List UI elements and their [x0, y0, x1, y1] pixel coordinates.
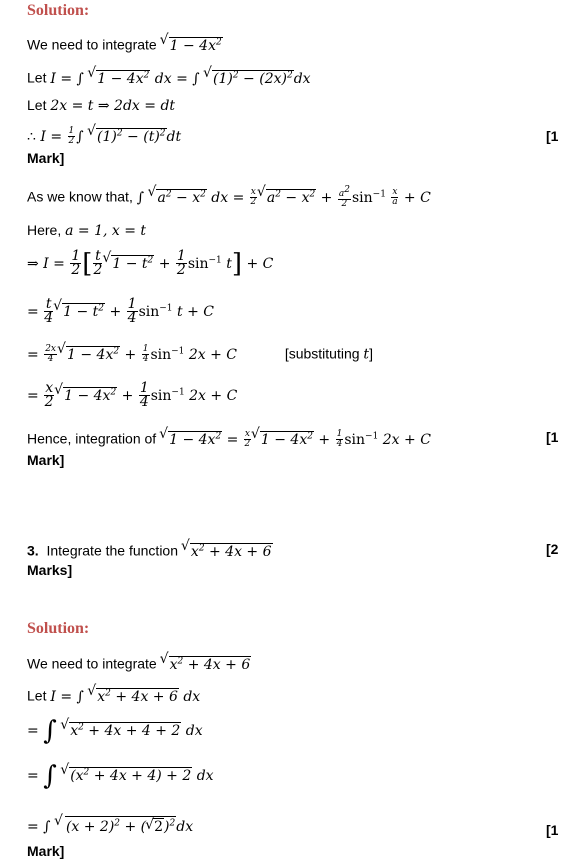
step-need-integrate: We need to integrate √ $x^2 + 4x + 6$ — [27, 652, 251, 674]
step-complete-square-2: = ∫ √ $(x^2 + 4x + 4) + 2$ dx — [27, 763, 214, 785]
step-substitute: = $\frac{2x}{4}$ √ $1 - 4x^2$ + $\frac{1}{4}$ $\sin^{-1} 2x + C$ [substituting t] — [27, 342, 373, 364]
question-3: 3. Integrate the function √ $x^2 + 4x + 6$ — [27, 539, 273, 561]
step-t-over-4: = $\frac{t}{4}$ √ $1 - t^2$ + $\frac{1}{4}$ $\sin^{-1} t + C$ — [27, 298, 214, 325]
marks-bracket: [1 — [546, 822, 559, 838]
solution-heading: Solution: — [27, 620, 90, 637]
marks-bracket-close: Mark] — [27, 843, 65, 859]
step-x-over-2: = $\frac{x}{2}$ √ $1 - 4x^2$ + $\frac{1}{4}$ $\sin^{-1} 2x + C$ — [27, 382, 237, 409]
solution-heading: Solution: — [27, 2, 90, 19]
marks-bracket: [2 — [546, 541, 559, 557]
marks-bracket-close: Marks] — [27, 562, 73, 578]
step-therefore: ∴ I = $\frac{1}{2}$ ∫ √ $(1)^2 - (t)^2dt$ — [27, 124, 181, 146]
step-implies-i: ⇒ I = $\frac{1}{2}$ [ $\frac{t}{2}$ √ $1 - t^2$ + $\frac{1}{2}$ $\sin^{-1} t] + C$ — [27, 250, 273, 277]
step-let-2x: Let 2x = t ⇒ 2dx = dt — [27, 97, 176, 114]
step-need-integrate: We need to integrate √ $1 - 4x^2$ — [27, 33, 223, 55]
marks-bracket-close: Mark] — [27, 150, 65, 166]
marks-bracket: [1 — [546, 128, 559, 144]
step-hence: Hence, integration of √ $1 - 4x^2$ = $\frac{x}{2}$ √ $1 - 4x^2$ + $\frac{1}{4}$ $\sin^{-1} 2x + C$ — [27, 427, 431, 449]
step-complete-square-3: = ∫ √ $(x + 2)^2$ + (√ 2)$^2$dx — [27, 814, 193, 836]
step-let-i: Let I = ∫ √ $1 - 4x^2$ dx = ∫ √ $(1)^2 - (2x)^2dx$ — [27, 66, 311, 88]
step-as-we-know: As we know that, ∫ √ $a^2 - x^2$ dx = $\frac{x}{2}$ √ $a^2 - x^2$ + $\frac{a^2}{2}$ $\sin^{-1}$ $\frac{x}{a}$ + C — [27, 185, 431, 209]
marks-bracket-close: Mark] — [27, 452, 65, 468]
step-complete-square-1: = ∫ √ $x^2 + 4x + 4 + 2$ dx — [27, 718, 203, 740]
step-let-i: Let I = ∫ √ $x^2 + 4x + 6$ dx — [27, 684, 200, 706]
step-here: Here, a = 1, x = t — [27, 222, 147, 239]
marks-bracket: [1 — [546, 429, 559, 445]
